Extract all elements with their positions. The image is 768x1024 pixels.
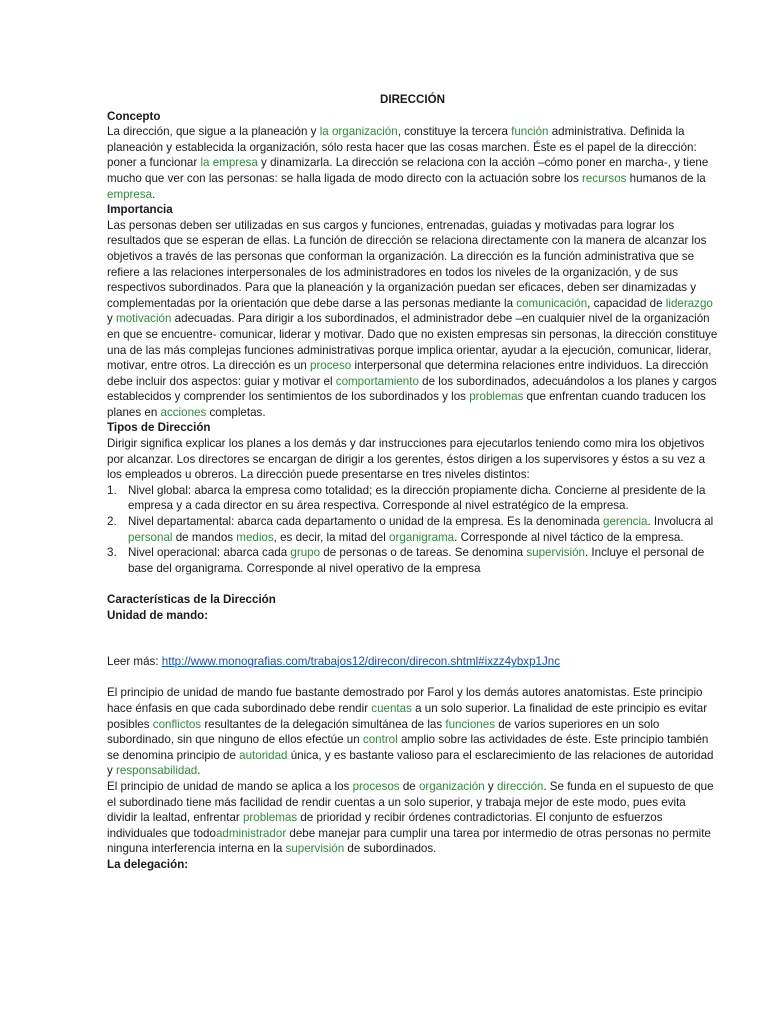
inline-term-link[interactable]: la empresa — [200, 156, 258, 170]
inline-term-link[interactable]: función — [511, 125, 549, 139]
list-item-text: Nivel global: abarca la empresa como totalidad; es la dirección propiamente dicha. Concierne al presidente de la empresa y a cada director en su área respectiva. Corresponde al nivel estratégico de la empresa. — [128, 483, 706, 513]
inline-term-link[interactable]: comunicación — [516, 296, 588, 310]
source-link[interactable]: http://www.monografias.com/trabajos12/direcon/direcon.shtml#ixzz4ybxp1Jnc — [161, 655, 561, 669]
inline-term-link[interactable]: grupo — [290, 546, 321, 560]
spacer — [107, 576, 718, 592]
spacer — [107, 670, 718, 686]
paragraph-importancia: Las personas deben ser utilizadas en sus cargos y funciones, entrenadas, guiadas y motivadas para lograr los resultados que se esperan de ellas. La función de dirección se relaciona directamente con la manera de alcanzar los objetivos a través de las personas que conforman la organización. La dirección es la función administrativa que se refiere a las relaciones interpersonales de los administradores en todos los niveles de la organización, y de sus respectivos subordinados. Para que la planeación y la organización puedan ser eficaces, deben ser dinamizadas y complementadas por la orientación que debe darse a las personas mediante la comunicación, capacidad de liderazgo y motivación adecuadas. Para dirigir a los subordinados, el administrador debe –en cualquier nivel de la organización en que se encuentre- comunicar, liderar y motivar. Dado que no existen empresas sin personas, la dirección constituye una de las más complejas funciones administrativas porque implica orientar, ayudar a la ejecución, comunicar, liderar, motivar, entre otros. La dirección es un proceso interpersonal que determina relaciones entre individuos. La dirección debe incluir dos aspectos: guiar y motivar el comportamiento de los subordinados, adecuándolos a los planes y cargos establecidos y comprender los sentimientos de los subordinados y los problemas que enfrentan cuando traducen los planes en acciones completas. — [107, 218, 718, 419]
inline-term-link[interactable]: proceso — [310, 359, 352, 373]
inline-term-link[interactable]: procesos — [352, 779, 400, 793]
inline-term-link[interactable]: gerencia — [603, 515, 648, 529]
inline-term-link[interactable]: acciones — [160, 405, 207, 419]
inline-term-link[interactable]: problemas — [242, 811, 298, 825]
list-item-text: Nivel departamental: abarca cada departamento o unidad de la empresa. Es la denominada gerencia. Involucra al personal de mandos medios, es decir, la mitad del organigrama. Corresponde al nivel táctico de la empresa. — [128, 515, 714, 544]
inline-term-link[interactable]: recursos — [581, 171, 627, 185]
paragraph-concepto: La dirección, que sigue a la planeación y la organización, constituye la tercera función administrativa. Definida la planeación y establecida la organización, sólo resta hacer que las cosas marchen. Éste es el papel de la dirección: poner a funcionar la empresa y dinamizarla. La dirección se relaciona con la acción –cómo poner en marcha-, y tiene mucho que ver con las personas: se halla ligada de modo directo con la actuación sobre los recursos humanos de la empresa. — [107, 125, 709, 201]
leer-mas-label: Leer más: — [107, 655, 162, 669]
paragraph-unidad-2: El principio de unidad de mando se aplica a los procesos de organización y dirección. Se funda en el supuesto de que el subordinado tiene más facilidad de rendir cuentas a un solo superior, y trabaja mejor de este modo, pues evita dividir la lealtad, enfrentar problemas de prioridad y recibir órdenes contradictorias. El conjunto de esfuerzos individuales que todoadministrador debe manejar para cumplir una tarea por intermedio de otras personas no permite ninguna interferencia interna en la supervisión de subordinados. — [107, 779, 714, 856]
inline-term-link[interactable]: medios — [236, 530, 274, 544]
inline-term-link[interactable]: comportamiento — [335, 374, 419, 388]
inline-term-link[interactable]: liderazgo — [665, 296, 713, 310]
inline-term-link[interactable]: conflictos — [152, 717, 202, 731]
inline-term-link[interactable]: la organización — [319, 125, 398, 139]
inline-term-link[interactable]: cuentas — [371, 701, 412, 715]
paragraph-tipos-intro: Dirigir significa explicar los planes a los demás y dar instrucciones para ejecutarlos teniendo como mira los objetivos por alcanzar. Los directores se encargan de dirigir a los gerentes, éstos dirigen a los supervisores y éstos a su vez a los empleados u obreros. La dirección puede presentarse en tres niveles distintos: — [107, 437, 706, 482]
heading-tipos: Tipos de Dirección — [107, 421, 211, 435]
list-item — [107, 483, 718, 514]
document-title: DIRECCIÓN — [379, 93, 446, 106]
list-item-number: 1. — [107, 483, 117, 497]
inline-term-link[interactable]: supervisión — [526, 546, 585, 560]
heading-importancia: Importancia — [107, 203, 173, 217]
list-item-text: Nivel operacional: abarca cada grupo de personas o de tareas. Se denomina supervisión. Incluye el personal de base del organigrama. Corresponde al nivel operativo de la empresa — [128, 546, 705, 575]
levels-list — [107, 483, 718, 577]
inline-term-link[interactable]: problemas — [469, 390, 524, 404]
list-item — [107, 545, 718, 576]
spacer — [107, 623, 718, 654]
inline-term-link[interactable]: supervisión — [285, 842, 345, 856]
inline-term-link[interactable]: funciones — [445, 717, 496, 731]
inline-term-link[interactable]: organización — [418, 779, 485, 793]
heading-concepto: Concepto — [107, 109, 161, 123]
inline-term-link[interactable]: control — [362, 733, 398, 747]
inline-term-link[interactable]: autoridad — [239, 748, 288, 762]
heading-delegacion: La delegación: — [107, 857, 189, 871]
inline-term-link[interactable]: empresa — [107, 187, 153, 201]
inline-term-link[interactable]: responsabilidad — [116, 764, 198, 778]
list-item — [107, 514, 718, 545]
inline-term-link[interactable]: dirección — [496, 779, 544, 793]
list-item-number: 2. — [107, 515, 117, 529]
inline-term-link[interactable]: organigrama — [389, 530, 455, 544]
paragraph-unidad-1: El principio de unidad de mando fue bastante demostrado por Farol y los demás autores anatomistas. Este principio hace énfasis en que cada subordinado debe rendir cuentas a un solo superior. La finalidad de este principio es evitar posibles conflictos resultantes de la delegación simultánea de las funciones de varios superiores en un solo subordinado, sin que ninguno de ellos efectúe un control amplio sobre las actividades de éste. Este principio también se denomina principio de autoridad única, y es bastante valioso para el esclarecimiento de las relaciones de autoridad y responsabilidad. — [107, 686, 714, 778]
heading-unidad-de-mando: Unidad de mando: — [107, 608, 209, 622]
inline-term-link[interactable]: motivación — [116, 312, 172, 326]
inline-term-link[interactable]: personal — [128, 530, 173, 544]
heading-caracteristicas: Características de la Dirección — [107, 593, 276, 606]
leer-mas-line — [107, 654, 718, 670]
list-item-number: 3. — [107, 546, 117, 560]
inline-term-link[interactable]: administrador — [215, 826, 287, 840]
